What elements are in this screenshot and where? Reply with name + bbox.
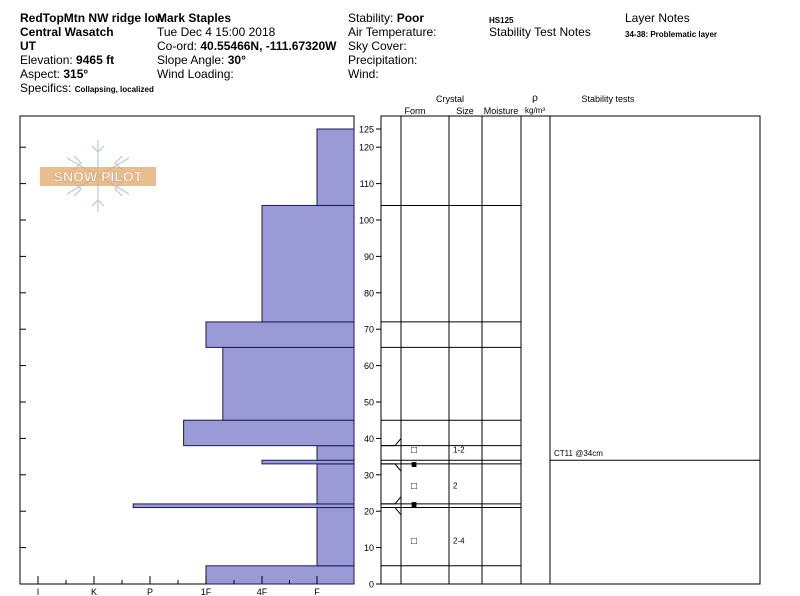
y-label-0: 0	[368, 579, 374, 590]
hardness-label-2: P	[146, 587, 154, 596]
crystal-form-3: ■	[410, 499, 418, 511]
slope-value: 30°	[227, 53, 246, 67]
layer-notes-label: Layer Notes	[625, 11, 690, 25]
aspect-value: 315°	[63, 67, 89, 81]
layer-note-1: 34-38: Problematic layer	[625, 30, 718, 39]
hardness-bar-1	[317, 508, 354, 566]
wind-label: Wind:	[348, 67, 379, 81]
y-label-100: 100	[358, 215, 374, 226]
state: UT	[20, 39, 36, 53]
crystal-form-4: □	[410, 535, 418, 547]
elevation-label: Elevation:	[20, 53, 73, 67]
hardness-label-3: 1F	[200, 587, 212, 596]
stability-test-label-0: CT11 @34cm	[554, 449, 603, 459]
crystal-form-1: ■	[410, 459, 418, 471]
hardness-bar-5	[317, 446, 354, 461]
coord-label: Co-ord:	[157, 39, 198, 53]
elevation-value: 9465 ft	[76, 53, 115, 67]
crystal-header: Crystal	[435, 94, 465, 104]
hardness-bar-6	[184, 420, 354, 445]
hardness-bar-2	[133, 504, 354, 508]
stability-tests-header: Stability tests	[581, 94, 635, 104]
hs-value: HS125	[489, 16, 514, 25]
hardness-bar-4	[262, 460, 354, 464]
logo-text: SNOW PILOT	[53, 168, 143, 185]
y-label-125: 125	[358, 124, 374, 135]
y-label-30: 30	[363, 470, 374, 481]
location-name: RedTopMtn NW ridge low	[20, 11, 165, 25]
aspect-label: Aspect:	[20, 67, 61, 81]
hardness-label-4: 4F	[256, 587, 268, 596]
stability-value: Poor	[396, 11, 425, 25]
y-label-60: 60	[363, 361, 374, 372]
hardness-label-1: K	[90, 587, 98, 596]
hardness-bar-3	[317, 464, 354, 504]
form-header: Form	[404, 106, 426, 116]
y-label-90: 90	[363, 251, 374, 262]
coord-value: 40.55466N, -111.67320W	[200, 39, 337, 53]
specifics-label: Specifics:	[20, 81, 72, 95]
stability-test-notes-label: Stability Test Notes	[489, 25, 591, 39]
crystal-form-0: □	[410, 444, 418, 456]
hardness-label-5: F	[314, 587, 320, 596]
moisture-header: Moisture	[483, 106, 519, 116]
hardness-bar-10	[317, 129, 354, 205]
stability-label: Stability:	[348, 11, 394, 25]
hardness-bar-7	[223, 347, 354, 420]
layer-connector-1	[381, 464, 401, 471]
y-label-20: 20	[363, 506, 374, 517]
mountain-range: Central Wasatch	[20, 25, 114, 39]
crystal-table-frame	[381, 116, 760, 584]
y-label-40: 40	[363, 433, 374, 444]
y-label-120: 120	[358, 142, 374, 153]
layer-connector-0	[381, 438, 401, 445]
specifics-value: Collapsing, localized	[74, 85, 154, 94]
crystal-size-0: 1-2	[453, 445, 465, 455]
crystal-size-2: 2	[453, 481, 458, 491]
layer-connector-2	[381, 497, 401, 504]
layer-connector-3	[381, 508, 401, 515]
precip-label: Precipitation:	[348, 53, 418, 67]
y-label-10: 10	[363, 543, 374, 554]
y-label-80: 80	[363, 288, 374, 299]
observation-datetime: Tue Dec 4 15:00 2018	[157, 25, 276, 39]
hardness-bar-8	[206, 322, 354, 347]
air-temp-label: Air Temperature:	[348, 25, 437, 39]
size-header: Size	[456, 106, 474, 116]
rho-header: ρ	[532, 93, 538, 104]
sky-cover-label: Sky Cover:	[348, 39, 407, 53]
hardness-bar-9	[262, 205, 354, 321]
wind-loading-label: Wind Loading:	[157, 67, 234, 81]
slope-label: Slope Angle:	[157, 53, 225, 67]
observer-name: Mark Staples	[157, 11, 232, 25]
y-label-50: 50	[363, 397, 374, 408]
hardness-bar-0	[206, 566, 354, 584]
crystal-form-2: □	[410, 481, 418, 493]
density-unit-header: kg/m³	[525, 106, 545, 115]
y-label-110: 110	[359, 179, 374, 190]
y-label-70: 70	[363, 324, 374, 335]
crystal-size-4: 2-4	[453, 536, 465, 546]
hardness-label-0: I	[36, 587, 40, 596]
